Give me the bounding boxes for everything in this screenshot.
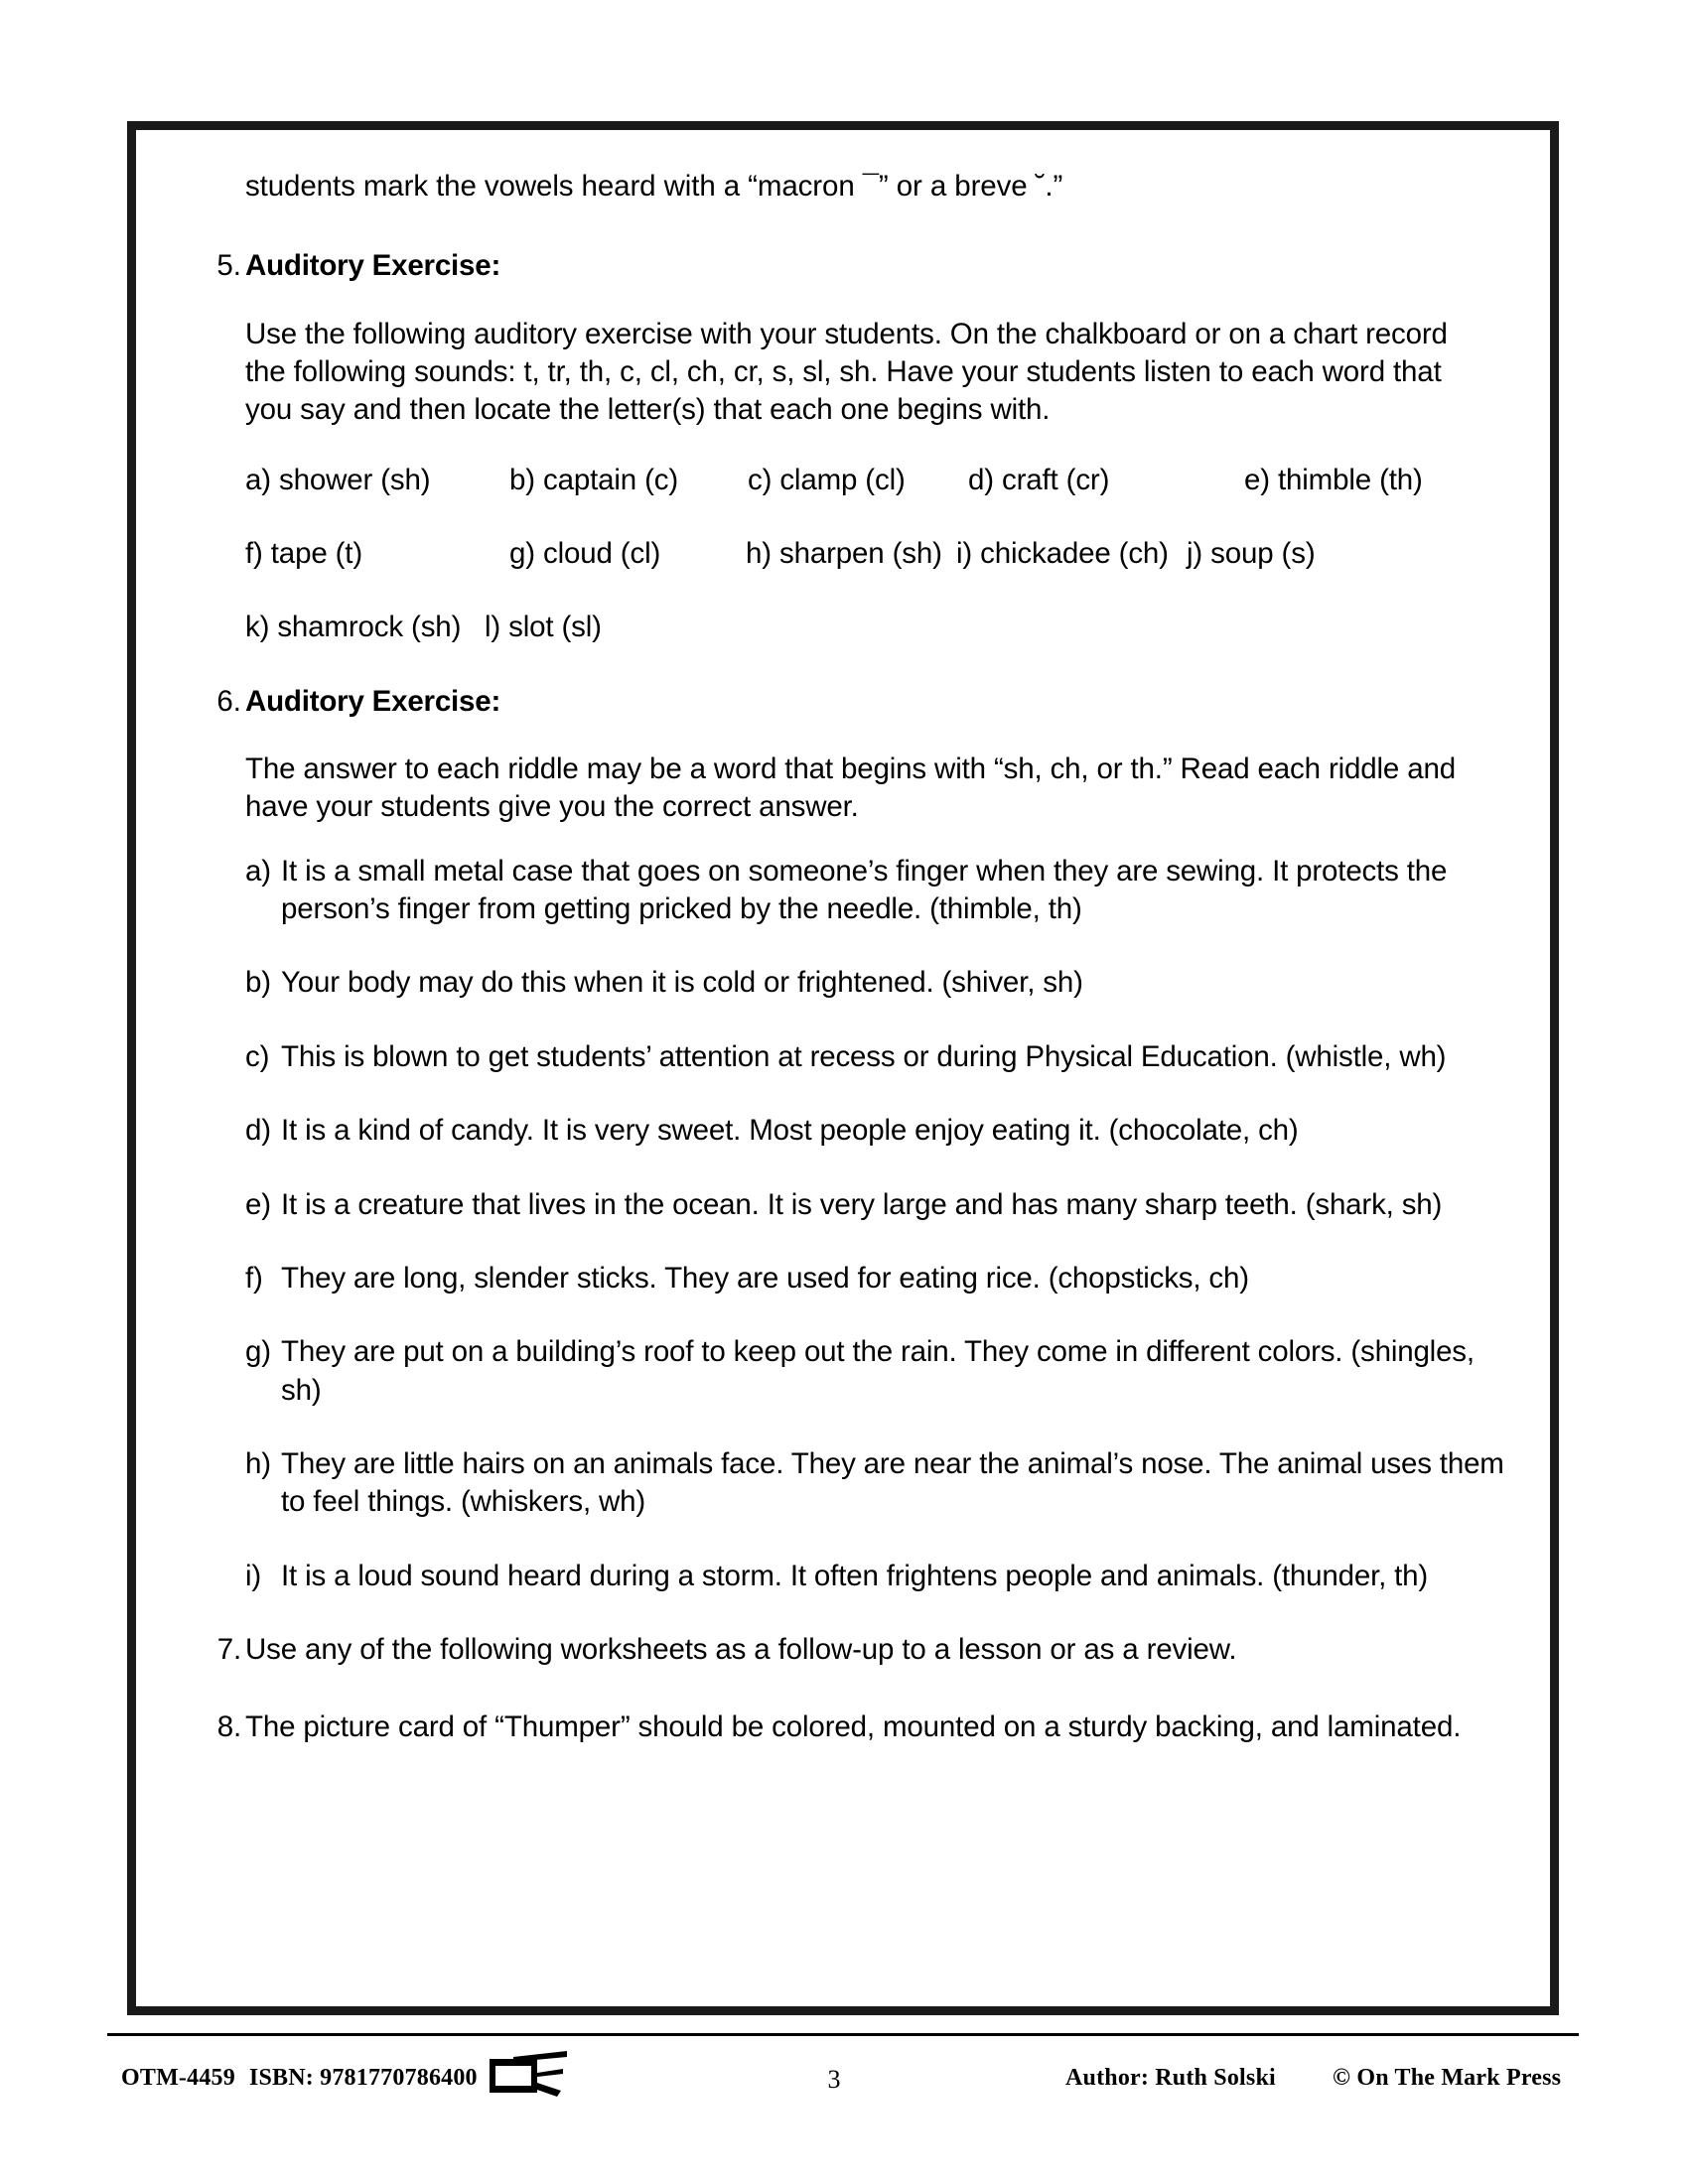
riddle-item	[245, 1186, 1506, 1224]
footer-publisher: © On The Mark Press	[1333, 2065, 1562, 2091]
continued-text-line: students mark the vowels heard with a “macron ¯” or a breve ˘.”	[245, 170, 1063, 203]
section-7	[188, 1631, 1506, 1669]
riddle-item	[245, 1260, 1506, 1297]
section-8	[188, 1708, 1506, 1746]
word-item: d) craft (cr)	[968, 463, 1110, 496]
page-number: 3	[827, 2065, 841, 2094]
section-6-number: 6.	[216, 684, 241, 718]
riddle-label: b)	[245, 966, 271, 1000]
word-item: i) chickadee (ch)	[956, 537, 1169, 571]
riddle-item	[245, 1445, 1506, 1522]
riddle-item	[245, 1558, 1506, 1595]
riddle-label: e)	[245, 1187, 271, 1221]
section-8-text: The picture card of “Thumper” should be colored, mounted on a sturdy backing, and laminated.	[245, 1710, 1462, 1744]
content-body	[136, 130, 1550, 2006]
footer-isbn: ISBN: 9781770786400	[248, 2065, 478, 2091]
word-item: e) thimble (th)	[1244, 463, 1423, 496]
riddle-item	[245, 1333, 1506, 1410]
section-6-heading: Auditory Exercise:	[245, 684, 501, 718]
section-6-intro: The answer to each riddle may be a word that begins with “sh, ch, or th.” Read each riddle and have your students give you the correct answer.	[245, 752, 1457, 824]
riddle-label: d)	[245, 1114, 271, 1148]
word-item: b) captain (c)	[509, 463, 679, 496]
word-item: f) tape (t)	[245, 537, 363, 571]
section-5-number: 5.	[216, 249, 241, 283]
riddle-label: a)	[245, 854, 271, 887]
word-item: c) clamp (cl)	[748, 463, 906, 496]
publisher-logo-icon	[484, 2049, 573, 2101]
word-row	[245, 462, 1506, 499]
riddle-label: f)	[245, 1261, 263, 1295]
footer-product-code: OTM-4459	[121, 2065, 235, 2091]
word-row	[245, 535, 1506, 573]
riddle-text: They are little hairs on an animals face. They are near the animal’s nose. The animal uses them to feel things. (whiskers, wh)	[281, 1446, 1504, 1519]
section-7-number: 7.	[216, 1632, 241, 1666]
section-5-heading: Auditory Exercise:	[245, 249, 501, 283]
word-row	[245, 609, 1506, 646]
riddle-text: Your body may do this when it is cold or frightened. (shiver, sh)	[281, 966, 1083, 1000]
riddle-text: This is blown to get students’ attention at recess or during Physical Education. (whistle, wh)	[281, 1039, 1447, 1073]
word-item: k) shamrock (sh)	[245, 611, 462, 644]
riddle-label: c)	[245, 1039, 270, 1073]
section-5	[188, 247, 1506, 285]
riddle-text: They are put on a building’s roof to keep out the rain. They come in different colors. (shingles, sh)	[281, 1335, 1475, 1407]
section-5-intro: Use the following auditory exercise with your students. On the chalkboard or on a chart record the following sounds: t, tr, th, c, cl, ch, cr, s, sl, sh. Have your students listen to each word that you say and then locate the letter(s) that each one begins with.	[245, 317, 1448, 427]
riddle-item	[245, 1038, 1506, 1076]
page-footer	[107, 2047, 1587, 2116]
word-item: l) slot (sl)	[485, 611, 602, 644]
section-6	[188, 683, 1506, 721]
riddle-text: It is a kind of candy. It is very sweet. Most people enjoy eating it. (chocolate, ch)	[281, 1114, 1299, 1148]
riddle-item	[245, 1112, 1506, 1150]
riddle-text: It is a creature that lives in the ocean. It is very large and has many sharp teeth. (shark, sh)	[281, 1187, 1443, 1221]
footer-identifiers	[121, 2065, 478, 2092]
riddle-item	[245, 964, 1506, 1002]
riddle-text: They are long, slender sticks. They are used for eating rice. (chopsticks, ch)	[281, 1261, 1249, 1295]
content-frame	[127, 121, 1559, 2015]
riddle-label: g)	[245, 1335, 271, 1369]
word-item: g) cloud (cl)	[509, 537, 661, 571]
section-6-riddle-list	[245, 853, 1506, 1595]
section-8-number: 8.	[216, 1710, 241, 1744]
section-7-text: Use any of the following worksheets as a follow-up to a lesson or as a review.	[245, 1632, 1237, 1666]
riddle-label: i)	[245, 1559, 262, 1592]
footer-divider	[107, 2033, 1579, 2036]
riddle-text: It is a loud sound heard during a storm. It often frightens people and animals. (thunder, th)	[281, 1559, 1429, 1592]
word-item: a) shower (sh)	[245, 463, 431, 496]
section-5-word-list	[245, 462, 1506, 647]
riddle-item	[245, 853, 1506, 929]
word-item: h) sharpen (sh)	[746, 537, 942, 571]
riddle-label: h)	[245, 1446, 271, 1480]
word-item: j) soup (s)	[1187, 537, 1316, 571]
footer-author: Author: Ruth Solski	[1065, 2065, 1276, 2091]
riddle-text: It is a small metal case that goes on someone’s finger when they are sewing. It protects the person’s finger from getting pricked by the needle. (thimble, th)	[281, 854, 1448, 926]
